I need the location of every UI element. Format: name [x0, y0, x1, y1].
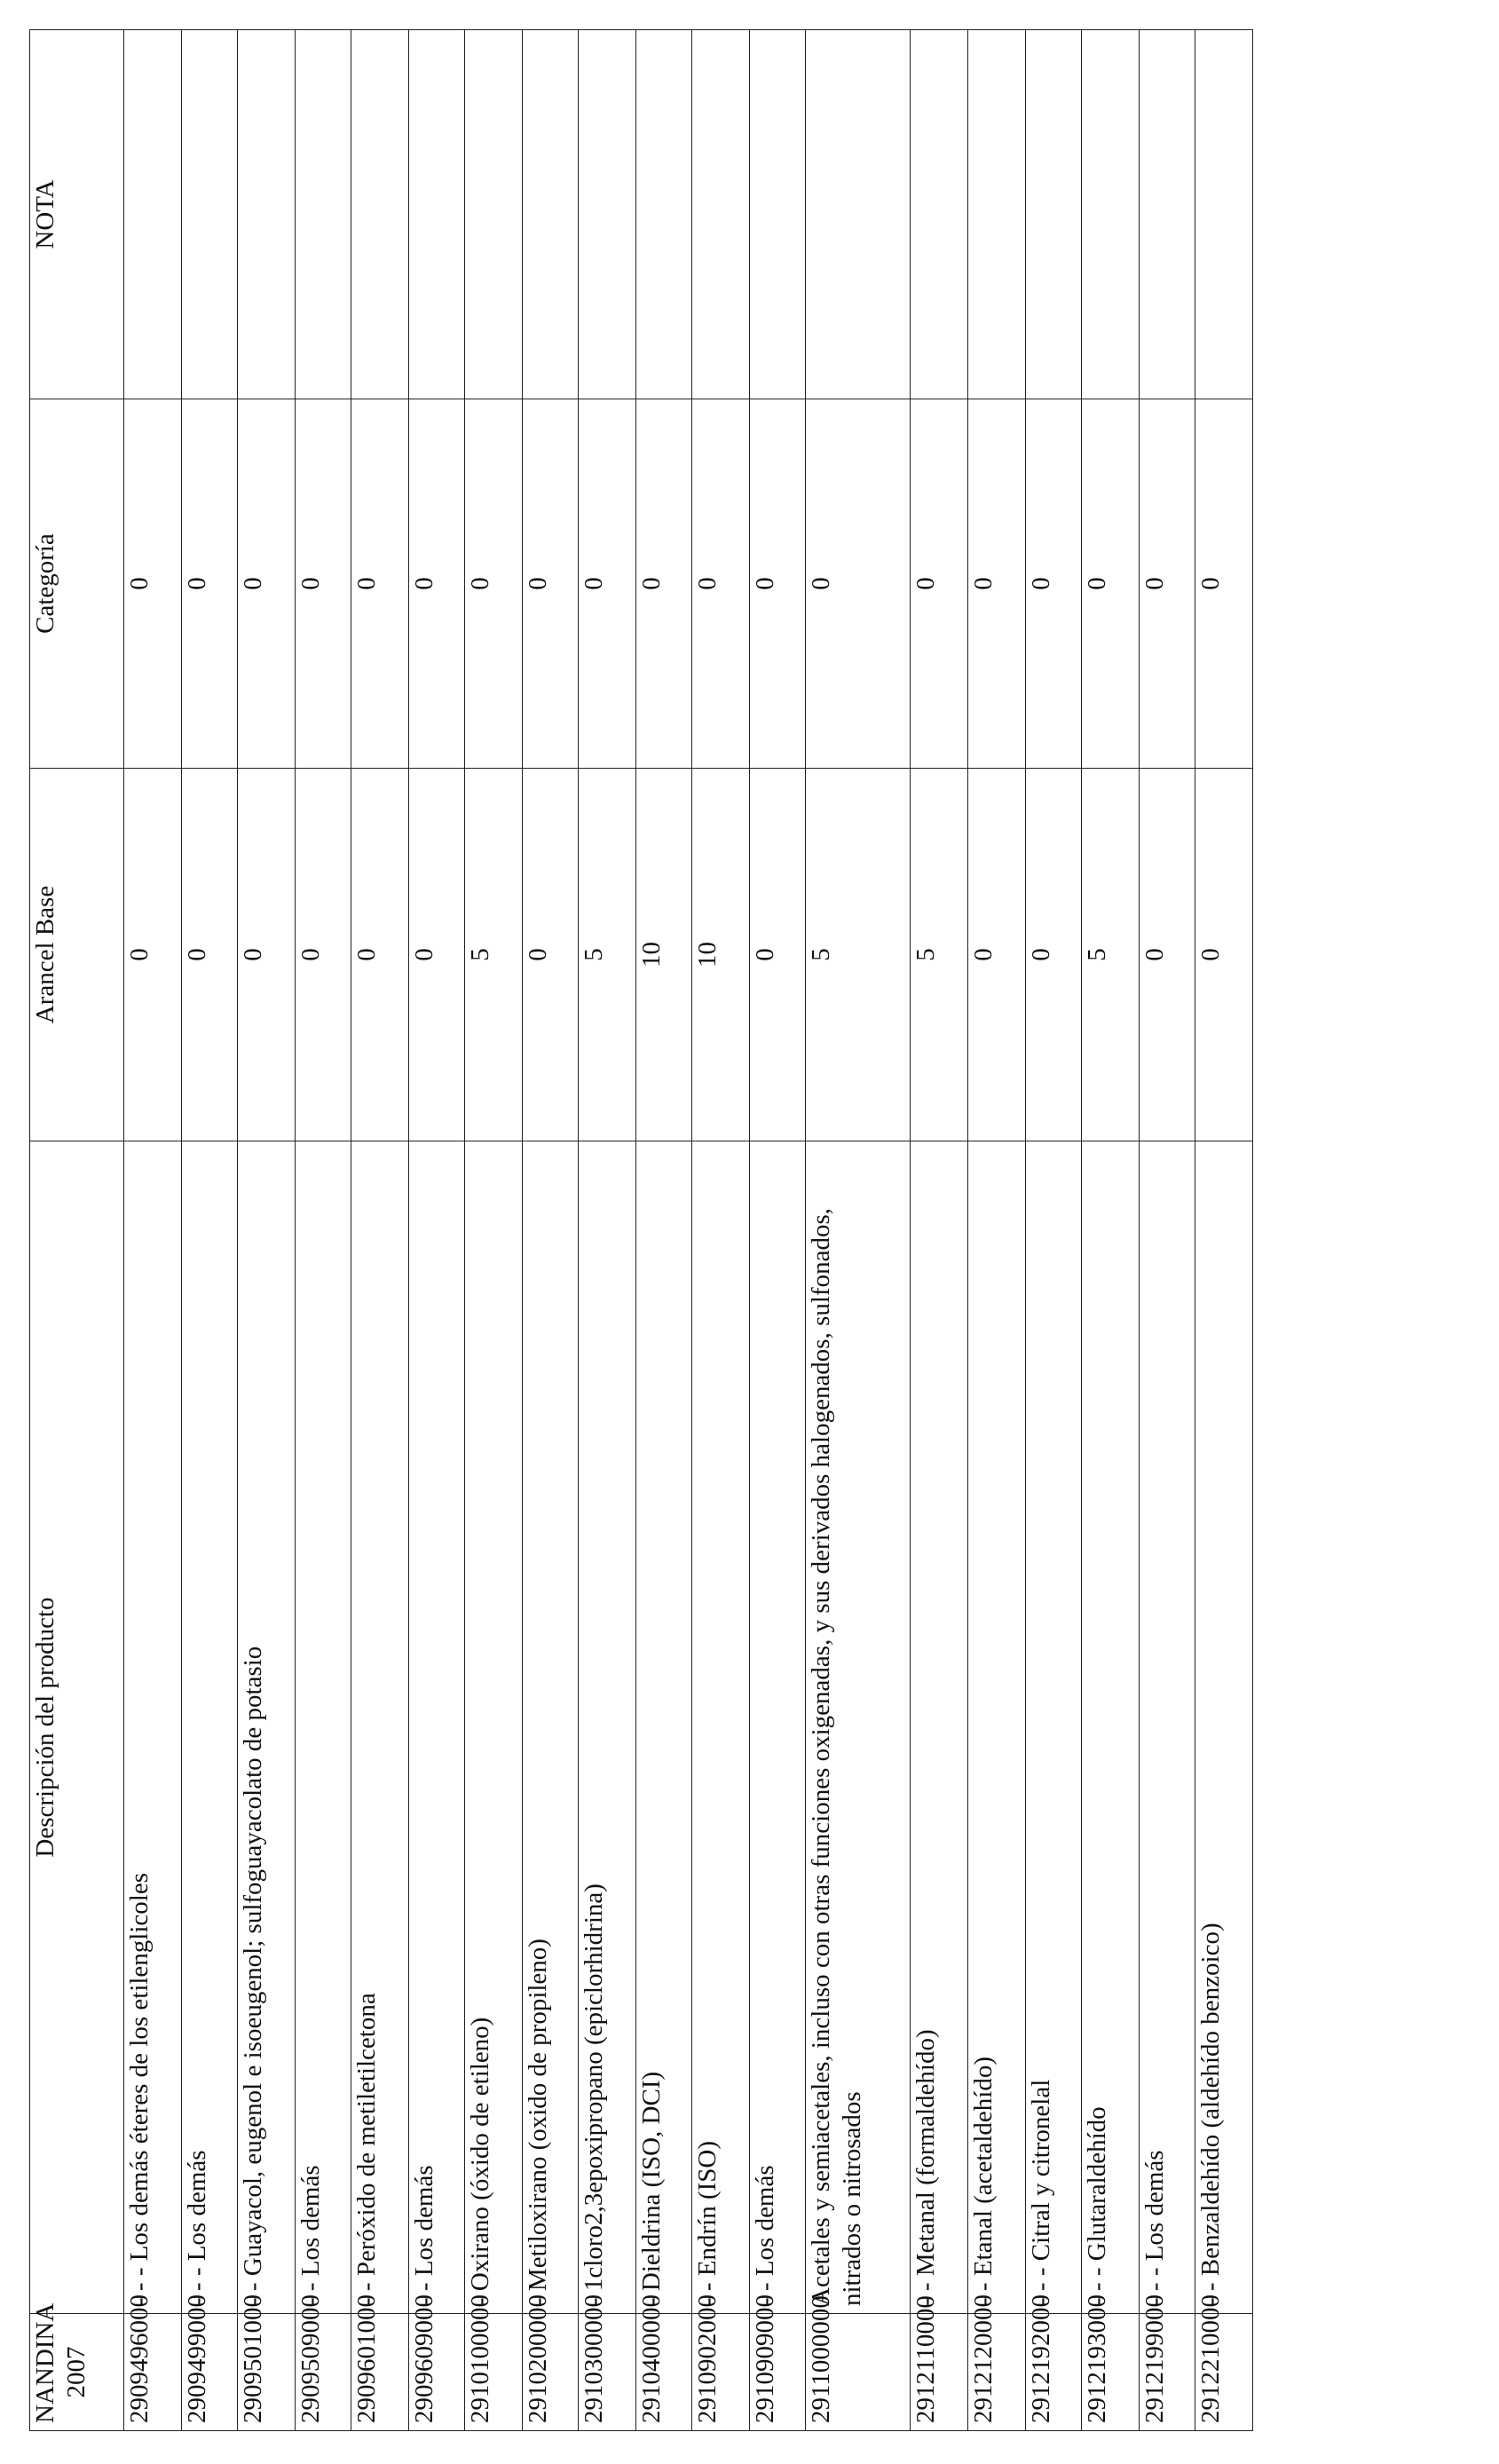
note-cell	[692, 30, 750, 399]
note-cell	[579, 30, 636, 399]
description-cell: - - - Los demás	[182, 1141, 238, 2314]
table-row	[692, 30, 750, 2431]
tariff-table	[29, 29, 1253, 2431]
note-cell	[1082, 30, 1140, 399]
description-cell: - - - Los demás éteres de los etilenglicoles	[124, 1141, 182, 2314]
base-tariff-cell: 0	[750, 769, 806, 1141]
code-cell: 2912110000	[911, 2314, 968, 2431]
description-cell: - - - Glutaraldehído	[1082, 1141, 1140, 2314]
category-cell: 0	[523, 399, 579, 769]
base-tariff-cell: 0	[1140, 769, 1195, 1141]
category-cell: 0	[465, 399, 523, 769]
base-tariff-cell: 5	[1082, 769, 1140, 1141]
table-row	[750, 30, 806, 2431]
table-row	[1026, 30, 1082, 2431]
table-row	[911, 30, 968, 2431]
table-row	[1195, 30, 1253, 2431]
description-cell: - - Etanal (acetaldehído)	[968, 1141, 1026, 2314]
category-cell: 0	[750, 399, 806, 769]
code-cell: 2912192000	[1026, 2314, 1082, 2431]
description-cell: - Metiloxirano (oxido de propileno)	[523, 1141, 579, 2314]
base-tariff-cell: 0	[1195, 769, 1253, 1141]
base-tariff-cell: 5	[465, 769, 523, 1141]
base-tariff-cell: 0	[351, 769, 409, 1141]
table-row	[968, 30, 1026, 2431]
note-cell	[238, 30, 296, 399]
code-cell: 2909496000	[124, 2314, 182, 2431]
note-cell	[296, 30, 351, 399]
code-cell: 2910100000	[465, 2314, 523, 2431]
code-cell: 2912120000	[968, 2314, 1026, 2431]
description-cell: Acetales y semiacetales, incluso con otras funciones oxigenadas, y sus derivados halogenados, sulfonados, nitrados o nitrosados	[806, 1141, 911, 2314]
base-tariff-cell: 5	[911, 769, 968, 1141]
category-cell: 0	[1195, 399, 1253, 769]
code-cell: 2909499000	[182, 2314, 238, 2431]
table-row	[351, 30, 409, 2431]
note-cell	[1026, 30, 1082, 399]
category-cell: 0	[351, 399, 409, 769]
category-cell: 0	[692, 399, 750, 769]
table-row	[523, 30, 579, 2431]
table-row	[806, 30, 911, 2431]
note-cell	[409, 30, 465, 399]
table-row	[238, 30, 296, 2431]
code-cell: 2910400000	[636, 2314, 692, 2431]
header-note: NOTA	[30, 30, 124, 399]
table-row	[296, 30, 351, 2431]
code-cell: 2910909000	[750, 2314, 806, 2431]
description-cell: - - Benzaldehído (aldehído benzoico)	[1195, 1141, 1253, 2314]
header-category: Categoría	[30, 399, 124, 769]
code-cell: 2909509000	[296, 2314, 351, 2431]
header-base: Arancel Base	[30, 769, 124, 1141]
description-cell: - - Metanal (formaldehído)	[911, 1141, 968, 2314]
category-cell: 0	[182, 399, 238, 769]
description-cell: - - Los demás	[409, 1141, 465, 2314]
note-cell	[124, 30, 182, 399]
category-cell: 0	[968, 399, 1026, 769]
code-cell: 2912199000	[1140, 2314, 1195, 2431]
note-cell	[1140, 30, 1195, 399]
category-cell: 0	[579, 399, 636, 769]
table-row	[1140, 30, 1195, 2431]
category-cell: 0	[124, 399, 182, 769]
category-cell: 0	[409, 399, 465, 769]
description-cell: - - Guayacol, eugenol e isoeugenol; sulfoguayacolato de potasio	[238, 1141, 296, 2314]
base-tariff-cell: 5	[579, 769, 636, 1141]
base-tariff-cell: 0	[968, 769, 1026, 1141]
note-cell	[750, 30, 806, 399]
note-cell	[806, 30, 911, 399]
description-cell: - - Endrín (ISO)	[692, 1141, 750, 2314]
description-cell: - 1cloro2,3epoxipropano (epiclorhidrina)	[579, 1141, 636, 2314]
note-cell	[351, 30, 409, 399]
category-cell: 0	[1140, 399, 1195, 769]
table-row	[409, 30, 465, 2431]
base-tariff-cell: 0	[238, 769, 296, 1141]
code-cell: 2912193000	[1082, 2314, 1140, 2431]
code-cell: 2909501000	[238, 2314, 296, 2431]
category-cell: 0	[296, 399, 351, 769]
base-tariff-cell: 0	[523, 769, 579, 1141]
code-cell: 2909609000	[409, 2314, 465, 2431]
base-tariff-cell: 0	[182, 769, 238, 1141]
category-cell: 0	[636, 399, 692, 769]
category-cell: 0	[806, 399, 911, 769]
table-row	[182, 30, 238, 2431]
note-cell	[968, 30, 1026, 399]
note-cell	[911, 30, 968, 399]
base-tariff-cell: 0	[1026, 769, 1082, 1141]
description-cell: - - - Los demás	[1140, 1141, 1195, 2314]
category-cell: 0	[1082, 399, 1140, 769]
description-cell: - - Los demás	[750, 1141, 806, 2314]
base-tariff-cell: 0	[124, 769, 182, 1141]
header-row	[30, 30, 124, 2431]
table-row	[579, 30, 636, 2431]
base-tariff-cell: 10	[636, 769, 692, 1141]
note-cell	[465, 30, 523, 399]
description-cell: - - Los demás	[296, 1141, 351, 2314]
code-cell: 2911000000	[806, 2314, 911, 2431]
note-cell	[182, 30, 238, 399]
table-body	[124, 30, 1253, 2431]
note-cell	[636, 30, 692, 399]
code-cell: 2910902000	[692, 2314, 750, 2431]
description-cell: - Oxirano (óxido de etileno)	[465, 1141, 523, 2314]
header-description: Descripción del producto	[30, 1141, 124, 2314]
category-cell: 0	[911, 399, 968, 769]
note-cell	[1195, 30, 1253, 399]
table-row	[636, 30, 692, 2431]
table-row	[1082, 30, 1140, 2431]
header-code: NANDINA 2007	[30, 2314, 124, 2431]
description-cell: - - - Citral y citronelal	[1026, 1141, 1082, 2314]
code-cell: 2910300000	[579, 2314, 636, 2431]
base-tariff-cell: 0	[409, 769, 465, 1141]
note-cell	[523, 30, 579, 399]
category-cell: 0	[1026, 399, 1082, 769]
code-cell: 2909601000	[351, 2314, 409, 2431]
table-row	[465, 30, 523, 2431]
category-cell: 0	[238, 399, 296, 769]
base-tariff-cell: 5	[806, 769, 911, 1141]
code-cell: 2910200000	[523, 2314, 579, 2431]
description-cell: - - Peróxido de metiletilcetona	[351, 1141, 409, 2314]
table-row	[124, 30, 182, 2431]
base-tariff-cell: 0	[296, 769, 351, 1141]
code-cell: 2912210000	[1195, 2314, 1253, 2431]
base-tariff-cell: 10	[692, 769, 750, 1141]
description-cell: - Dieldrina (ISO, DCI)	[636, 1141, 692, 2314]
